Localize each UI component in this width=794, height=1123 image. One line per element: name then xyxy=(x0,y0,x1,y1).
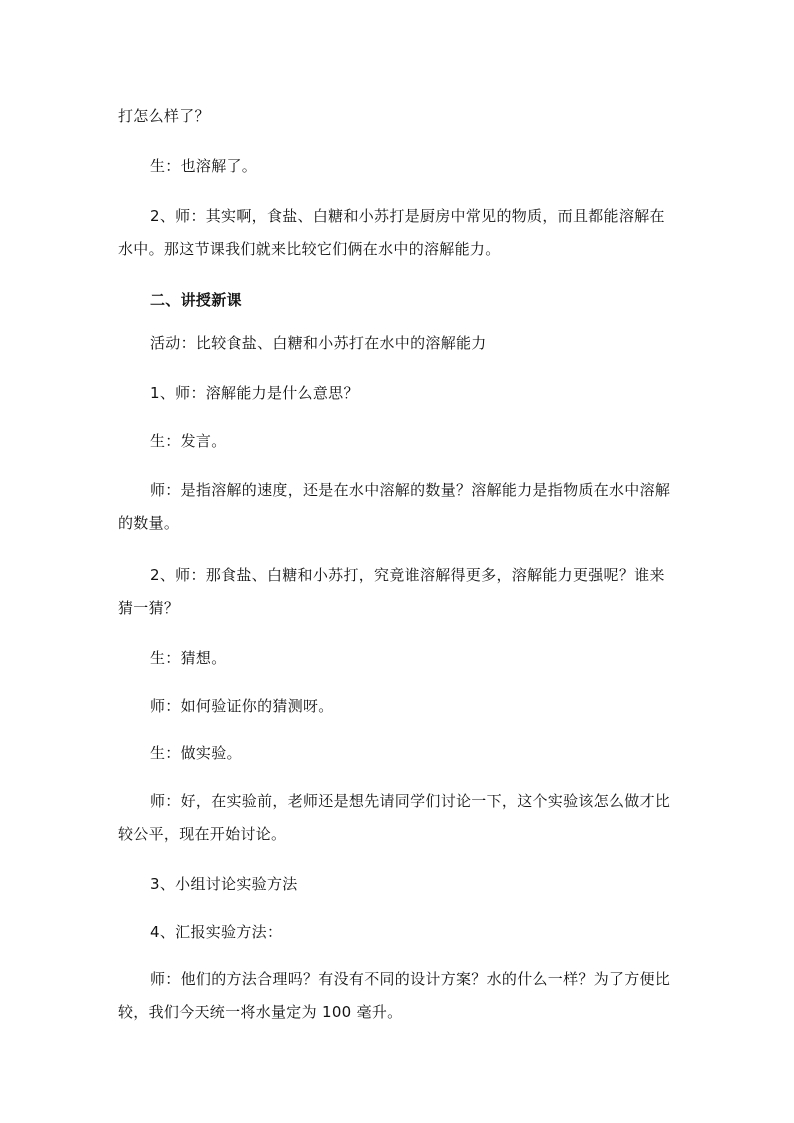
paragraph-report-method: 4、汇报实验方法： xyxy=(150,923,283,941)
paragraph-continuation: 打怎么样了？ xyxy=(118,107,210,125)
paragraph-student-guess: 生：猜想。 xyxy=(150,649,227,667)
paragraph-student-experiment: 生：做实验。 xyxy=(150,744,242,762)
paragraph-teacher-intro: 2、师：其实啊，食盐、白糖和小苏打是厨房中常见的物质，而且都能溶解在水中。那这节课我们就来比较它们俩在水中的溶解能力。 xyxy=(118,207,665,258)
paragraph-student-reply: 生：也溶解了。 xyxy=(150,157,258,175)
paragraph-question-1: 1、师：溶解能力是什么意思？ xyxy=(150,384,359,402)
section-heading: 二、讲授新课 xyxy=(150,291,242,309)
paragraph-teacher-water: 师：他们的方法合理吗？有没有不同的设计方案？水的什么一样？为了方便比较，我们今天统一将水量定为 100 毫升。 xyxy=(118,970,671,1021)
paragraph-teacher-discuss: 师：好，在实验前，老师还是想先请同学们讨论一下，这个实验该怎么做才比较公平，现在开始讨论。 xyxy=(118,792,671,843)
paragraph-question-2: 2、师：那食盐、白糖和小苏打，究竟谁溶解得更多，溶解能力更强呢？谁来猜一猜？ xyxy=(118,566,665,617)
paragraph-activity: 活动：比较食盐、白糖和小苏打在水中的溶解能力 xyxy=(150,334,487,352)
paragraph-teacher-verify: 师：如何验证你的猜测呀。 xyxy=(150,697,334,715)
paragraph-student-speak: 生：发言。 xyxy=(150,432,227,450)
paragraph-teacher-explain: 师：是指溶解的速度，还是在水中溶解的数量？溶解能力是指物质在水中溶解的数量。 xyxy=(118,481,671,532)
paragraph-group-discussion: 3、小组讨论实验方法 xyxy=(150,875,298,893)
